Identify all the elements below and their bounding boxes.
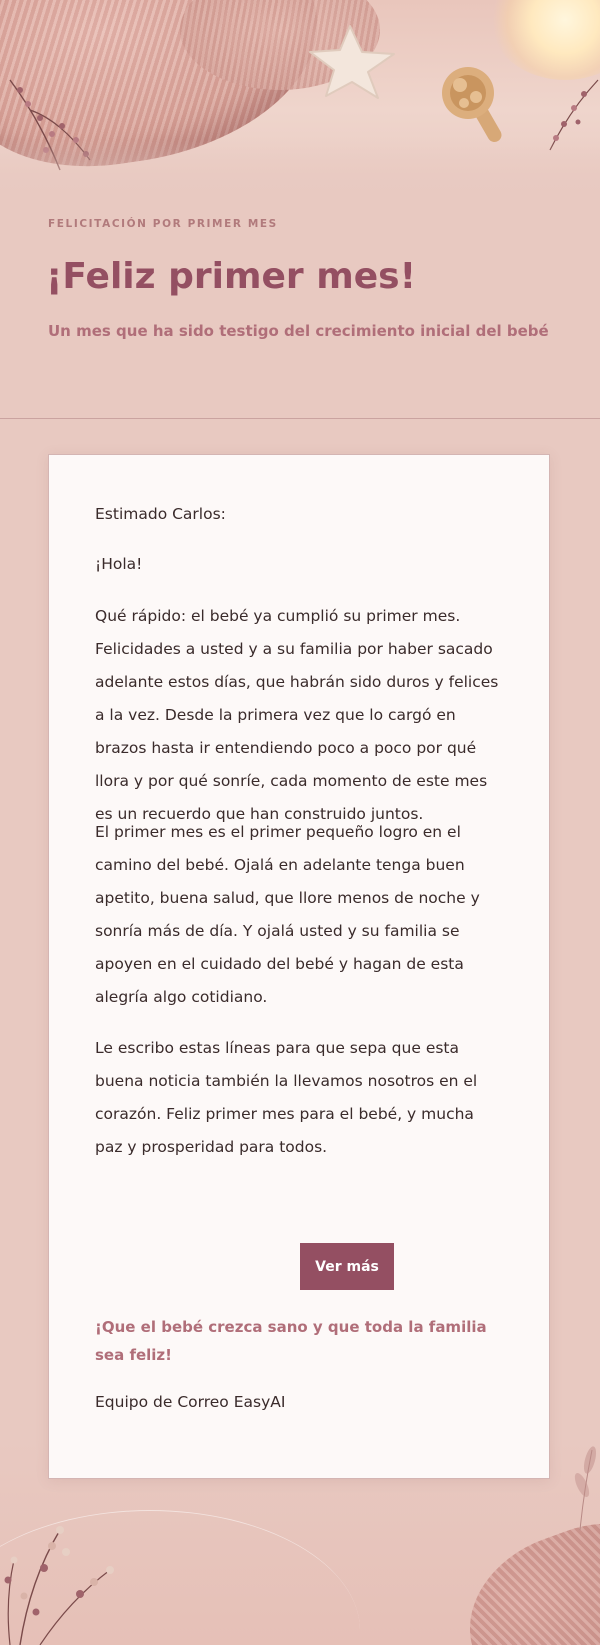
closing-message: ¡Que el bebé crezca sano y que toda la familia sea feliz! [95,1318,487,1364]
ver-mas-button[interactable]: Ver más [300,1243,394,1290]
signature: Equipo de Correo EasyAI [95,1393,286,1411]
letter-greeting: Estimado Carlos: [95,505,226,523]
page-subtitle: Un mes que ha sido testigo del crecimiento inicial del bebé [48,322,549,340]
letter-card [48,454,550,1479]
letter-paragraph: Qué rápido: el bebé ya cumplió su primer mes. Felicidades a usted y a su familia por haber sacado adelante estos días, que habrán sido duros y felices a la vez. Desde la primera vez que lo cargó en brazos hasta ir entendiendo poco a poco por qué llora y por qué sonríe, cada momento de este mes es un recuerdo que han construido juntos. [95,607,499,823]
hero-image [0,0,600,200]
page-title: ¡Feliz primer mes! [46,256,416,297]
divider [0,418,600,419]
letter-salute: ¡Hola! [95,555,143,573]
hero-fade [0,140,600,200]
plush-star-icon [300,22,410,102]
eyebrow-label: FELICITACIÓN POR PRIMER MES [48,218,278,230]
wooden-rattle-icon [430,55,520,145]
letter-paragraph: El primer mes es el primer pequeño logro en el camino del bebé. Ojalá en adelante tenga buen apetito, buena salud, que llore menos de noche y sonría más de día. Y ojalá usted y su familia se apoyen en el cuidado del bebé y hagan de esta alegría algo cotidiano. [95,823,480,1006]
dried-flowers-icon [0,1470,140,1645]
letter-paragraph: Le escribo estas líneas para que sepa que esta buena noticia también la llevamos nosotros en el corazón. Feliz primer mes para el bebé, y mucha paz y prosperidad para todos. [95,1039,478,1156]
